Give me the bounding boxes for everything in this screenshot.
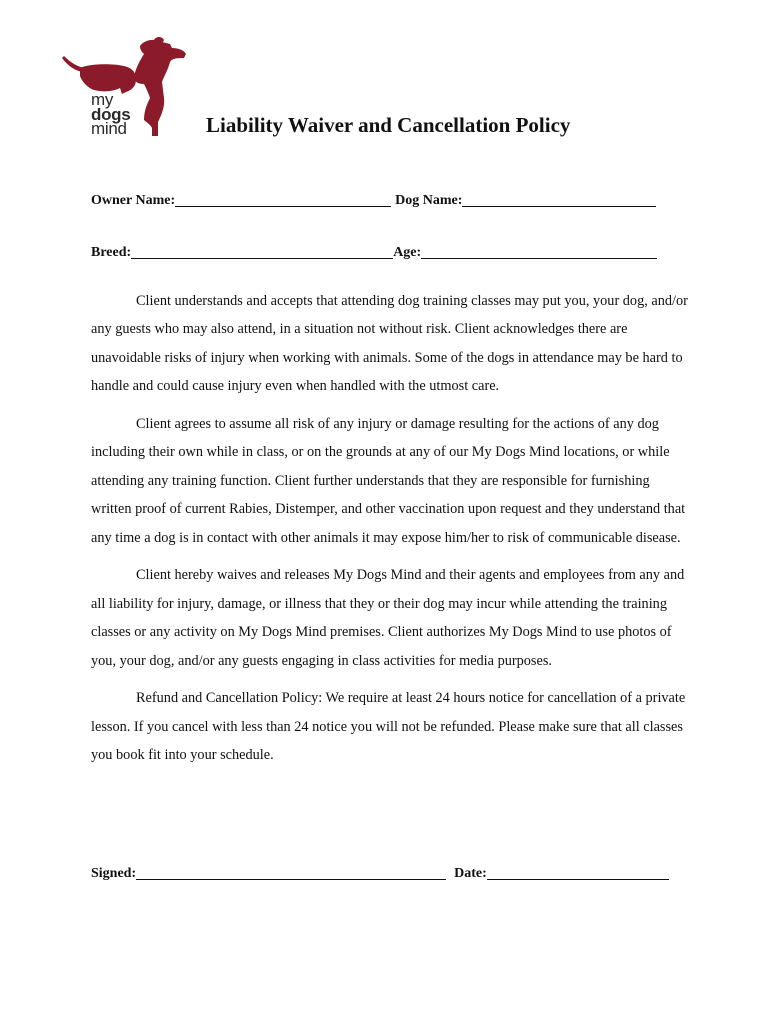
- document-title: Liability Waiver and Cancellation Policy: [206, 113, 571, 137]
- date-field[interactable]: [487, 868, 669, 880]
- owner-name-colon: :: [170, 193, 176, 208]
- owner-name-label: Owner Name: [91, 193, 171, 208]
- paragraph-assume-risk: Client agrees to assume all risk of any injury or damage resulting for the actions of any dog including their own while in class, or on the grounds at any of our My Dogs Mind locations, or while attending any training function. Client further understands that they are responsible for furnishing written proof of current Rabies, Distemper, and other vaccination upon request and they understand that any time a dog is in contact with other animals it may expose him/her to risk of communicable disease.: [91, 416, 686, 546]
- logo-line-dogs: dogs: [91, 104, 131, 124]
- age-label: Age:: [393, 245, 422, 260]
- signature-row: [91, 866, 669, 882]
- paragraph-waiver: Client hereby waives and releases My Dogs Mind and their agents and employees from any and all liability for injury, damage, or illness that they or their dog may incur while attending the training classes or any activity on My Dogs Mind premises. Client authorizes My Dogs Mind to use photos of you, your dog, and/or any guests engaging in class activities for media purposes.: [91, 567, 685, 669]
- paragraph-refund-policy: Refund and Cancellation Policy: We require at least 24 hours notice for cancellation of a private lesson. If you cancel with less than 24 notice you will not be refunded. Please make sure that all classes you book fit into your schedule.: [91, 690, 686, 764]
- signed-colon: :: [131, 866, 137, 881]
- signature-field[interactable]: [136, 868, 446, 880]
- dog-name-label: Dog Name: [395, 193, 458, 208]
- logo-line-my: my: [91, 90, 114, 109]
- policy-body: [91, 287, 691, 779]
- age-field[interactable]: [421, 247, 657, 259]
- signed-label: Signed: [91, 866, 132, 881]
- breed-label: Breed:: [91, 245, 132, 260]
- dog-name-field[interactable]: [462, 195, 656, 207]
- logo-line-mind: mind: [91, 119, 127, 138]
- breed-age-row: [91, 245, 657, 261]
- date-colon: :: [482, 866, 487, 881]
- owner-name-field[interactable]: [175, 195, 391, 207]
- date-label: Date: [454, 866, 483, 881]
- paragraph-risk: Client understands and accepts that attending dog training classes may put you, your dog, and/or any guests who may also attend, in a situation not without risk. Client acknowledges there are unavoidable risks of injury when working with animals. Some of the dogs in attendance may be hard to handle and could cause injury even when handled with the utmost care.: [91, 293, 688, 395]
- logo-wordmark: [91, 90, 131, 138]
- dog-name-colon: :: [457, 193, 463, 208]
- owner-dog-row: [91, 193, 656, 209]
- company-logo: [58, 36, 193, 140]
- breed-field[interactable]: [131, 247, 393, 259]
